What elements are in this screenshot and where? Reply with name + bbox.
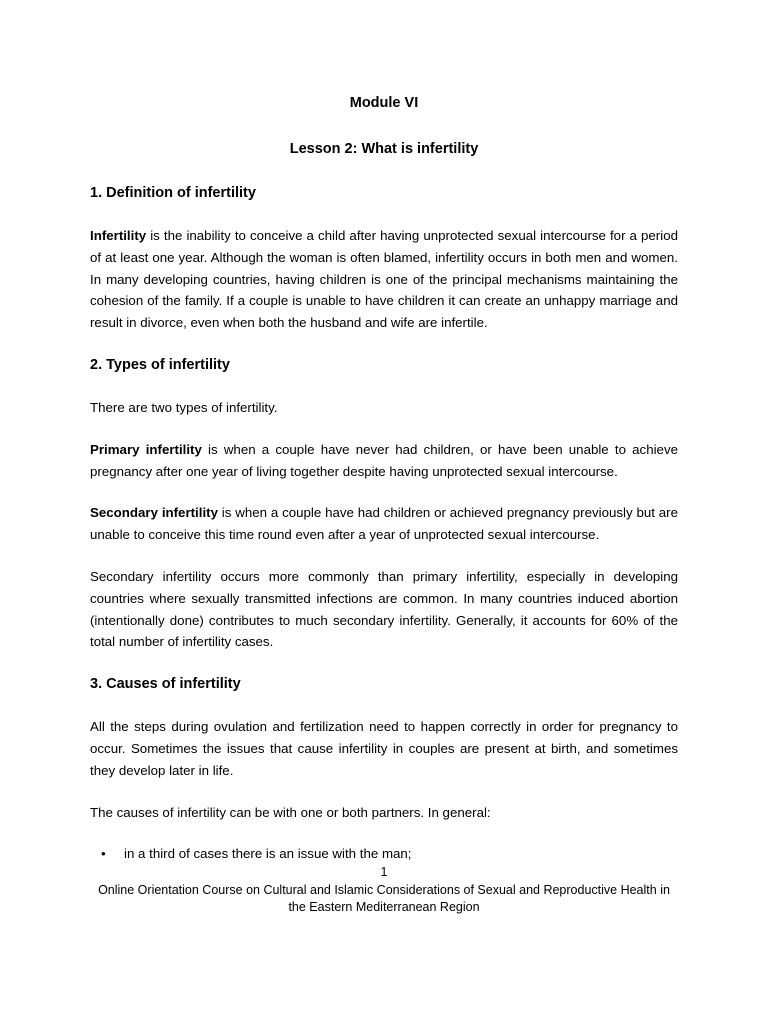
paragraph-text: is when a couple have had children or achieved pregnancy previously but are unable to conceive this time round even after a year of unprotected sexual intercourse. [90,505,678,543]
paragraph-text: All the steps during ovulation and fertilization need to happen correctly in order for pregnancy to occur. Sometimes the issues that cause infertility in couples are present at birth, and sometimes they develop later in life. [90,719,678,778]
paragraph-text: There are two types of infertility. [90,399,278,415]
paragraph-secondary-prevalence [90,566,678,653]
term-secondary-infertility: Secondary infertility [90,505,218,521]
page-content [90,92,678,865]
term-primary-infertility: Primary infertility [90,441,202,457]
paragraph-causes-steps [90,716,678,781]
page-footer [90,864,678,916]
list-item [90,843,678,865]
module-title: Module VI [349,95,419,111]
paragraph-text: The causes of infertility can be with one or both partners. In general: [90,804,491,820]
footer-line-1: Online Orientation Course on Cultural and Islamic Considerations of Sexual and Reproductive Health in [98,883,670,897]
paragraph-definition [90,225,678,334]
paragraph-causes-partners [90,802,678,824]
paragraph-types-intro [90,397,678,419]
paragraph-text: is when a couple have never had children, or have been unable to achieve pregnancy after one year of living together despite having unprotected sexual intercourse. [90,441,678,479]
paragraph-primary-infertility [90,439,678,483]
footer-line-2: the Eastern Mediterranean Region [288,900,480,914]
section-heading-types: 2. Types of infertility [90,356,230,373]
page-number: 1 [380,865,388,879]
lesson-title: Lesson 2: What is infertility [289,141,479,157]
list-item-text: in a third of cases there is an issue with the man; [124,846,412,862]
bullet-icon: • [101,846,106,862]
paragraph-text: Secondary infertility occurs more commonly than primary infertility, especially in developing countries where sexually transmitted infections are common. In many countries induced abortion (intentionally done) contributes to much secondary infertility. Generally, it accounts for 60% of the total number of infertility cases. [90,568,678,650]
section-heading-causes: 3. Causes of infertility [90,676,241,693]
paragraph-text: is the inability to conceive a child after having unprotected sexual intercourse for a period of at least one year. Although the woman is often blamed, infertility occurs in both men and women. In many developing countries, having children is one of the principal mechanisms maintaining the cohesion of the family. If a couple is unable to have children it can create an unhappy marriage and result in divorce, even when both the husband and wife are infertile. [90,228,678,331]
paragraph-secondary-infertility [90,502,678,546]
causes-bullet-list [90,843,678,865]
section-heading-definition: 1. Definition of infertility [90,185,256,201]
term-infertility: Infertility [90,228,147,243]
